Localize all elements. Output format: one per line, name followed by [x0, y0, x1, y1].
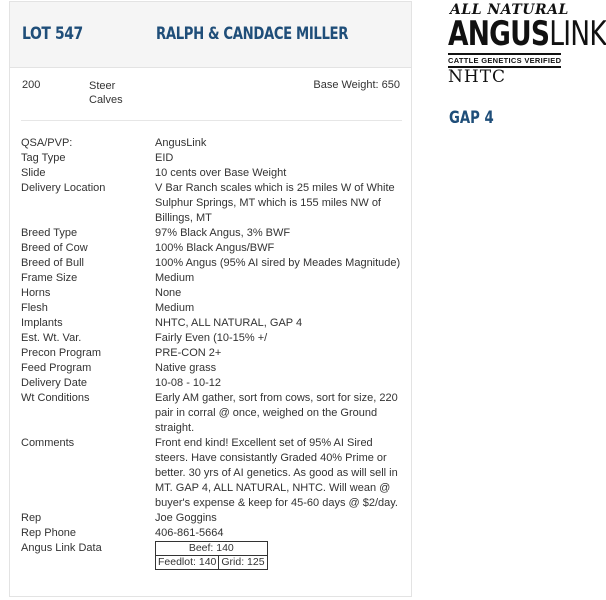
detail-label: Feed Program — [21, 362, 92, 374]
detail-row — [21, 331, 406, 346]
detail-row-angus-link — [21, 541, 406, 570]
detail-value: Native grass — [155, 362, 217, 374]
base-weight: Base Weight: 650 — [313, 79, 400, 91]
detail-label: Horns — [21, 287, 51, 299]
detail-value: AngusLink — [155, 137, 207, 149]
detail-label: Precon Program — [21, 347, 102, 359]
logo-all-natural: ALL NATURAL — [450, 2, 569, 18]
detail-value: 100% Angus (95% AI sired by Meades Magnitude) — [155, 257, 401, 269]
detail-row — [21, 511, 406, 526]
detail-row — [21, 256, 406, 271]
detail-row — [21, 316, 406, 331]
detail-value: Joe Goggins — [155, 512, 217, 524]
logo-wordmark — [448, 14, 606, 54]
detail-value: 100% Black Angus/BWF — [155, 242, 275, 254]
lot-header — [10, 2, 411, 68]
detail-row — [21, 391, 406, 436]
angus-link-beef: Beef: 140 — [156, 542, 268, 556]
detail-label: Slide — [21, 167, 46, 179]
kind-line-1: Steer — [89, 80, 116, 92]
anguslink-logo — [448, 2, 606, 87]
detail-row — [21, 436, 406, 511]
detail-label: Wt Conditions — [21, 392, 90, 404]
lot-summary — [10, 68, 411, 120]
kind-line-2: Calves — [89, 94, 123, 106]
detail-value: Front end kind! Excellent set of 95% AI Sired steers. Have consistantly Graded 40% Prime or better. 30 yrs of AI genetics. As good as will sell in MT. GAP 4, ALL NATURAL, NHTC. Will wean @ buyer's expense & keep for 45-60 days @ $2/day. — [155, 437, 398, 509]
detail-row — [21, 301, 406, 316]
logo-angus: ANGUS — [448, 14, 550, 54]
detail-value: PRE-CON 2+ — [155, 347, 222, 359]
detail-label: Delivery Location — [21, 182, 106, 194]
detail-label: Flesh — [21, 302, 48, 314]
logo-link: LINK — [549, 14, 606, 54]
divider — [21, 120, 402, 121]
detail-label: Frame Size — [21, 272, 78, 284]
detail-row — [21, 136, 406, 151]
detail-row — [21, 181, 406, 226]
detail-rows — [21, 136, 406, 541]
detail-row — [21, 271, 406, 286]
angus-link-table — [155, 541, 268, 570]
detail-row — [21, 346, 406, 361]
lot-number: LOT 547 — [22, 24, 83, 44]
detail-row — [21, 226, 406, 241]
seller-name: RALPH & CANDACE MILLER — [156, 24, 349, 44]
detail-label: Delivery Date — [21, 377, 88, 389]
detail-label: Est. Wt. Var. — [21, 332, 82, 344]
angus-link-feedlot: Feedlot: 140 — [156, 556, 219, 570]
detail-row — [21, 376, 406, 391]
detail-label: Breed of Cow — [21, 242, 88, 254]
detail-row — [21, 361, 406, 376]
angus-link-grid: Grid: 125 — [219, 556, 267, 570]
cattle-kind — [89, 79, 123, 107]
detail-label: Breed Type — [21, 227, 78, 239]
lot-details — [21, 136, 406, 570]
detail-label: Implants — [21, 317, 63, 329]
angus-link-data — [155, 541, 406, 570]
detail-value: NHTC, ALL NATURAL, GAP 4 — [155, 317, 303, 329]
detail-row — [21, 166, 406, 181]
detail-row — [21, 286, 406, 301]
detail-value: 10-08 - 10-12 — [155, 377, 222, 389]
head-count: 200 — [22, 79, 41, 91]
detail-value: 406-861-5664 — [155, 527, 224, 539]
detail-label: Angus Link Data — [21, 542, 102, 554]
detail-value: Medium — [155, 302, 195, 314]
detail-value: Medium — [155, 272, 195, 284]
detail-label: Breed of Bull — [21, 257, 84, 269]
detail-value: 10 cents over Base Weight — [155, 167, 287, 179]
logo-nhtc: NHTC — [448, 67, 507, 87]
detail-row — [21, 526, 406, 541]
detail-value: Fairly Even (10-15% +/ — [155, 332, 268, 344]
detail-label: Rep Phone — [21, 527, 77, 539]
detail-row — [21, 241, 406, 256]
detail-label: Tag Type — [21, 152, 66, 164]
detail-value: None — [155, 287, 182, 299]
detail-value: EID — [155, 152, 174, 164]
detail-label: QSA/PVP: — [21, 137, 73, 149]
detail-label: Rep — [21, 512, 42, 524]
gap-label: GAP 4 — [449, 108, 494, 128]
logo-tagline: CATTLE GENETICS VERIFIED — [448, 53, 561, 68]
detail-row — [21, 151, 406, 166]
detail-value: Early AM gather, sort from cows, sort for size, 220 pair in corral @ once, weighed on the Ground straight. — [155, 392, 398, 434]
detail-value: 97% Black Angus, 3% BWF — [155, 227, 291, 239]
detail-value: V Bar Ranch scales which is 25 miles W of White Sulphur Springs, MT which is 155 miles NW of Billings, MT — [155, 182, 395, 224]
detail-label: Comments — [21, 437, 75, 449]
